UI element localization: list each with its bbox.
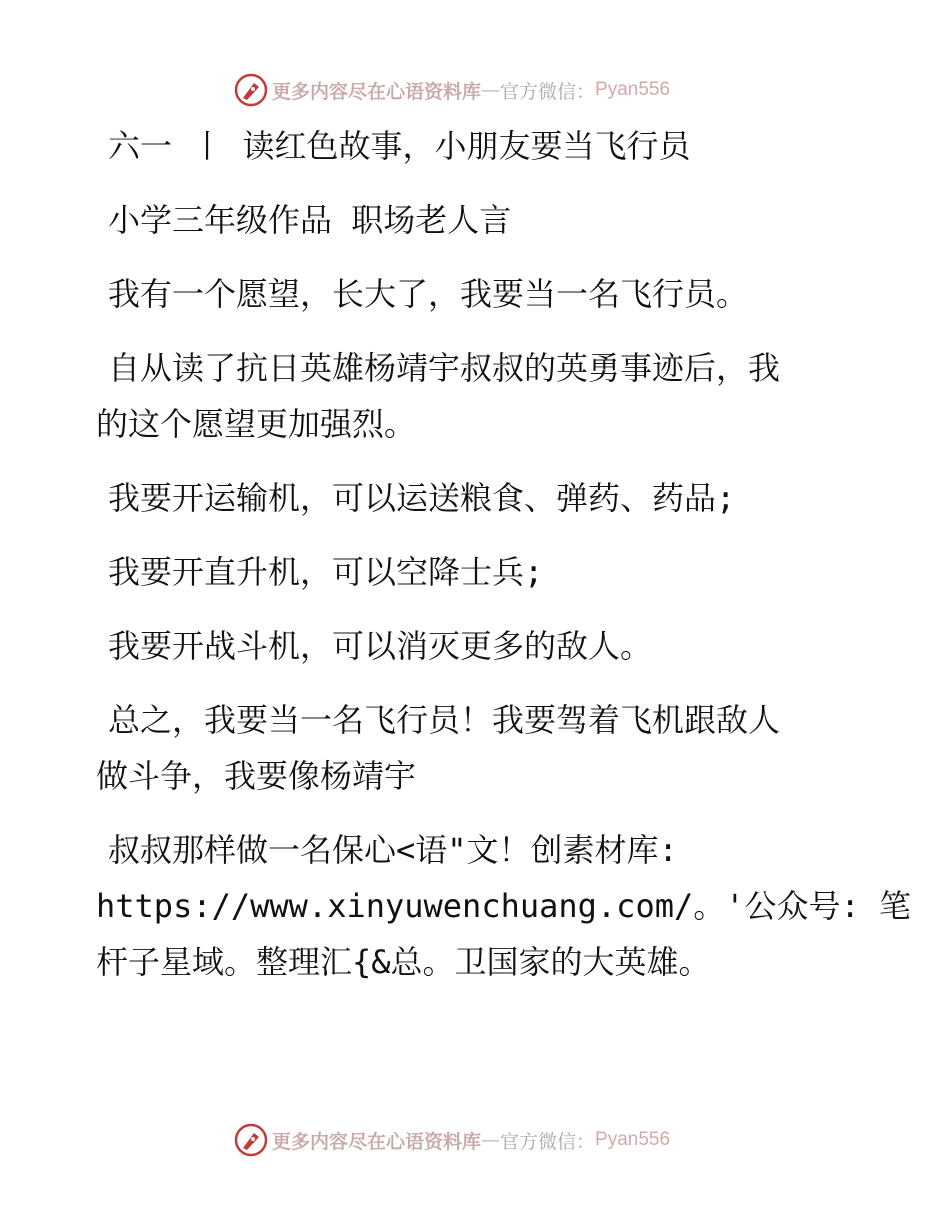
paragraph-7-line-3: 杆子星域。整理汇{&总。卫国家的大英雄。 (96, 943, 711, 981)
pen-nib-logo-icon (234, 1123, 268, 1157)
banner-text: 更多内容尽在心语资料库 (272, 1130, 482, 1153)
pen-nib-logo-icon (234, 73, 268, 107)
paragraph-5: 我要开战斗机，可以消灭更多的敌人。 (108, 627, 653, 665)
banner-wechat-label: 官方微信： (500, 1130, 596, 1153)
document-byline: 小学三年级作品 职场老人言 (108, 201, 512, 239)
document-title: 六一 丨 读红色故事，小朋友要当飞行员 (108, 127, 691, 165)
paragraph-7-line-2: https://www.xinyuwenchuang.com/。'公众号: 笔 (96, 887, 912, 925)
banner-wechat-id: Pyan556 (595, 79, 671, 100)
banner-separator: — (481, 1129, 501, 1151)
banner-separator: — (481, 79, 501, 101)
paragraph-3: 我要开运输机，可以运送粮食、弹药、药品; (108, 479, 736, 517)
banner-wechat-id: Pyan556 (595, 1129, 671, 1150)
paragraph-1: 我有一个愿望，长大了，我要当一名飞行员。 (108, 275, 749, 313)
paragraph-7-line-1: 叔叔那样做一名保心<语"文！创素材库: (108, 831, 678, 869)
paragraph-6-line-1: 总之，我要当一名飞行员！我要驾着飞机跟敌人 (108, 701, 781, 739)
header-banner (234, 70, 714, 110)
paragraph-2-line-1: 自从读了抗日英雄杨靖宇叔叔的英勇事迹后，我 (108, 349, 781, 387)
banner-wechat-label: 官方微信： (500, 80, 596, 103)
document-body (96, 118, 912, 990)
paragraph-6-line-2: 做斗争，我要像杨靖宇 (96, 757, 417, 795)
banner-text: 更多内容尽在心语资料库 (272, 80, 482, 103)
paragraph-2-line-2: 的这个愿望更加强烈。 (96, 405, 417, 443)
footer-banner (234, 1120, 714, 1160)
paragraph-4: 我要开直升机，可以空降士兵; (108, 553, 544, 591)
